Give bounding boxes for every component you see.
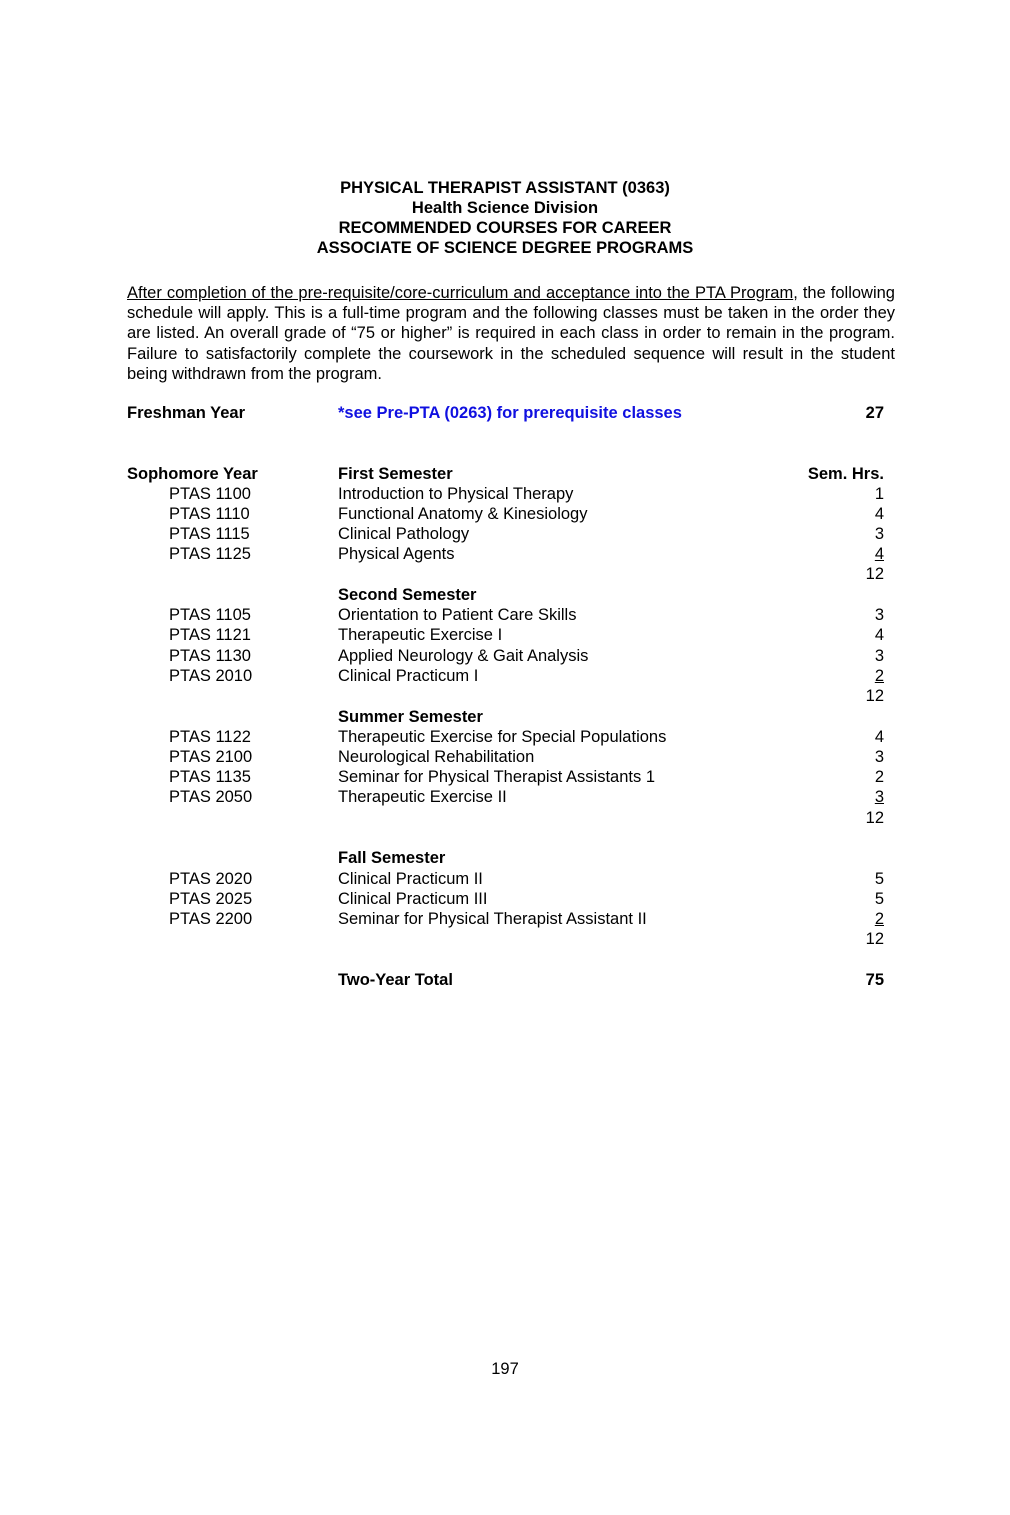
sophomore-header-row	[0, 464, 1010, 484]
course-row	[0, 524, 1010, 544]
course-code: PTAS 1110	[169, 505, 250, 523]
course-row	[0, 625, 1010, 645]
course-hours: 4	[874, 626, 884, 644]
semester-total-row	[0, 929, 1010, 949]
course-code: PTAS 1105	[169, 606, 251, 624]
course-title: Clinical Practicum I	[338, 667, 479, 685]
course-title: Neurological Rehabilitation	[338, 748, 535, 766]
intro-text: , the following schedule will apply. This is a full-time program and the following classes must be taken in the order they are listed. An overall grade of “75 or higher” is required in each class in order to remain in the program. Failure to satisfactorily complete the coursework in the scheduled sequence will result in the student being withdrawn from the program.	[127, 284, 895, 383]
course-hours: 3	[874, 748, 884, 766]
course-row	[0, 787, 1010, 807]
course-hours: 3	[874, 788, 884, 806]
semester-name: First Semester	[338, 465, 453, 483]
course-code: PTAS 1135	[169, 768, 251, 786]
course-title: Therapeutic Exercise for Special Populations	[338, 728, 667, 746]
course-hours: 5	[874, 870, 884, 888]
course-row	[0, 747, 1010, 767]
semester-total: 12	[865, 687, 884, 705]
intro-underlined-text: After completion of the pre-requisite/core-curriculum and acceptance into the PTA Program	[127, 284, 794, 302]
course-hours: 5	[874, 890, 884, 908]
heading-degree-programs: ASSOCIATE OF SCIENCE DEGREE PROGRAMS	[316, 239, 694, 257]
course-code: PTAS 2010	[169, 667, 253, 685]
course-code: PTAS 2025	[169, 890, 253, 908]
semester-total-row	[0, 808, 1010, 828]
course-title: Introduction to Physical Therapy	[338, 485, 574, 503]
course-hours: 4	[874, 505, 884, 523]
course-hours: 3	[874, 606, 884, 624]
course-row	[0, 484, 1010, 504]
freshman-row	[0, 403, 1010, 423]
semester-total: 12	[865, 565, 884, 583]
course-code: PTAS 1121	[169, 626, 251, 644]
course-row	[0, 646, 1010, 666]
course-code: PTAS 1125	[169, 545, 251, 563]
course-row	[0, 909, 1010, 929]
semester-name: Summer Semester	[338, 708, 483, 726]
course-title: Applied Neurology & Gait Analysis	[338, 647, 589, 665]
semester-total: 12	[865, 930, 884, 948]
course-hours: 3	[874, 525, 884, 543]
course-row	[0, 727, 1010, 747]
heading-program-title: PHYSICAL THERAPIST ASSISTANT (0363)	[340, 179, 670, 197]
course-hours: 2	[874, 768, 884, 786]
semester-header-row	[0, 585, 1010, 605]
page-number: 197	[491, 1360, 519, 1378]
heading-recommended: RECOMMENDED COURSES FOR CAREER	[338, 219, 672, 237]
course-title: Seminar for Physical Therapist Assistant II	[338, 910, 647, 928]
semester-header-row	[0, 848, 1010, 868]
course-hours: 3	[874, 647, 884, 665]
course-title: Seminar for Physical Therapist Assistants 1	[338, 768, 655, 786]
sophomore-label: Sophomore Year	[127, 465, 258, 483]
heading-division: Health Science Division	[411, 199, 599, 217]
course-title: Orientation to Patient Care Skills	[338, 606, 577, 624]
course-code: PTAS 2020	[169, 870, 253, 888]
course-code: PTAS 1115	[169, 525, 250, 543]
semester-name: Fall Semester	[338, 849, 446, 867]
semester-total-row	[0, 686, 1010, 706]
two-year-total-label: Two-Year Total	[338, 971, 453, 989]
course-hours: 4	[874, 545, 884, 563]
course-title: Therapeutic Exercise I	[338, 626, 503, 644]
course-row	[0, 767, 1010, 787]
semester-header-row	[0, 707, 1010, 727]
course-row	[0, 605, 1010, 625]
course-hours: 2	[874, 910, 884, 928]
hours-column-header: Sem. Hrs.	[807, 465, 884, 483]
course-code: PTAS 2200	[169, 910, 253, 928]
freshman-hours: 27	[865, 404, 884, 422]
two-year-total-hours: 75	[865, 971, 884, 989]
semester-total-row	[0, 564, 1010, 584]
course-title: Clinical Pathology	[338, 525, 470, 543]
semester-total: 12	[865, 809, 884, 827]
course-hours: 4	[874, 728, 884, 746]
course-title: Clinical Practicum II	[338, 870, 483, 888]
course-title: Functional Anatomy & Kinesiology	[338, 505, 588, 523]
course-hours: 1	[874, 485, 884, 503]
course-row	[0, 869, 1010, 889]
course-title: Therapeutic Exercise II	[338, 788, 507, 806]
semester-name: Second Semester	[338, 586, 477, 604]
course-row	[0, 544, 1010, 564]
course-row	[0, 504, 1010, 524]
course-title: Clinical Practicum III	[338, 890, 488, 908]
intro-paragraph	[127, 283, 895, 384]
course-code: PTAS 2100	[169, 748, 253, 766]
two-year-total-row	[0, 970, 1010, 990]
course-code: PTAS 1130	[169, 647, 251, 665]
course-row	[0, 889, 1010, 909]
course-hours: 2	[874, 667, 884, 685]
prerequisite-note: *see Pre-PTA (0263) for prerequisite classes	[338, 404, 682, 422]
course-code: PTAS 1100	[169, 485, 251, 503]
course-code: PTAS 2050	[169, 788, 253, 806]
course-row	[0, 666, 1010, 686]
course-title: Physical Agents	[338, 545, 455, 563]
course-code: PTAS 1122	[169, 728, 251, 746]
document-heading	[0, 178, 1010, 258]
freshman-label: Freshman Year	[127, 404, 246, 422]
